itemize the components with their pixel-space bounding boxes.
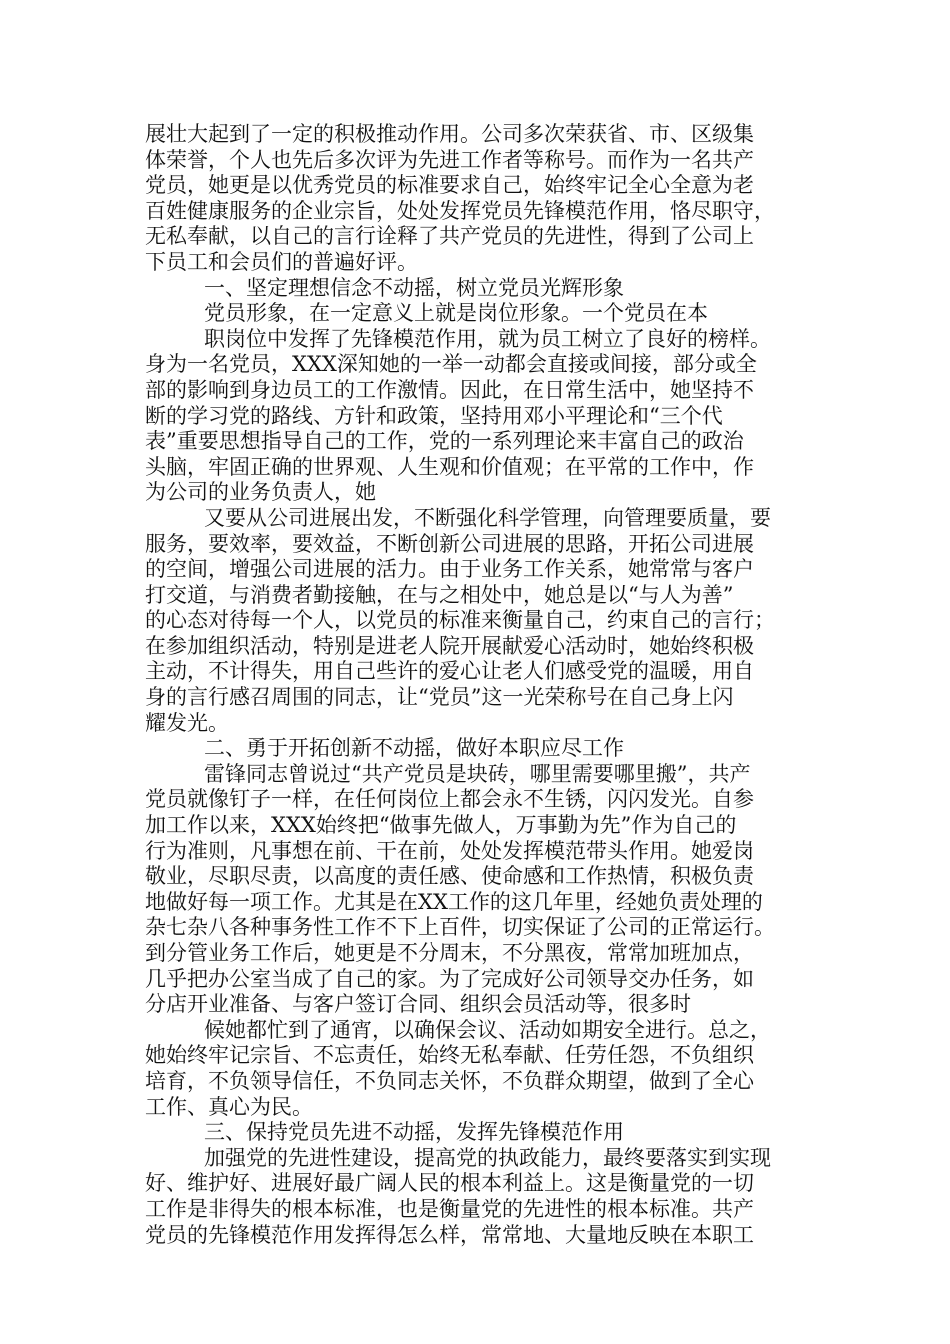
text-line: 耀发光。 [145, 710, 229, 735]
text-line: 下员工和会员们的普遍好评。 [145, 249, 418, 274]
text-line: 主动，不计得失，用自己些许的爱心让老人们感受党的温暖，用自 [145, 659, 754, 684]
text-line: 服务，要效率，要效益，不断创新公司进展的思路，开拓公司进展 [145, 531, 754, 556]
text-line: 头脑，牢固正确的世界观、人生观和价值观；在平常的工作中，作 [145, 454, 754, 479]
text-line: 党员就像钉子一样，在任何岗位上都会永不生锈，闪闪发光。自参 [145, 787, 754, 812]
text-line: 部的影响到身边员工的工作激情。因此，在日常生活中，她坚持不 [145, 377, 754, 402]
text-line: 党员，她更是以优秀党员的标准要求自己，始终牢记全心全意为老 [145, 173, 754, 198]
paragraph-start: 候她都忙到了通宵，以确保会议、活动如期安全进行。总之， [204, 1017, 771, 1042]
text-line: 杂七杂八各种事务性工作不下上百件，切实保证了公司的正常运行。 [145, 915, 775, 940]
text-line: 党员的先锋模范作用发挥得怎么样，常常地、大量地反映在本职工 [145, 1222, 754, 1247]
text-line: 好、维护好、进展好最广阔人民的根本利益上。这是衡量党的一切 [145, 1171, 754, 1196]
text-line: 无私奉献，以自己的言行诠释了共产党员的先进性，得到了公司上 [145, 224, 754, 249]
text-line: 身为一名党员，XXX深知她的一举一动都会直接或间接，部分或全 [145, 352, 757, 377]
text-line: 行为准则，凡事想在前、干在前，处处发挥模范带头作用。她爱岗 [145, 838, 754, 863]
text-line: 断的学习党的路线、方针和政策，坚持用邓小平理论和“三个代 [145, 403, 723, 428]
text-line: 培育，不负领导信任，不负同志关怀，不负群众期望，做到了全心 [145, 1068, 754, 1093]
text-line: 百姓健康服务的企业宗旨，处处发挥党员先锋模范作用，恪尽职守， [145, 198, 775, 223]
section-heading-3: 三、保持党员先进不动摇，发挥先锋模范作用 [204, 1120, 624, 1145]
paragraph-start: 加强党的先进性建设，提高党的执政能力，最终要落实到实现 [204, 1145, 771, 1170]
text-line: 工作、真心为民。 [145, 1094, 313, 1119]
text-line: 体荣誉，个人也先后多次评为先进工作者等称号。而作为一名共产 [145, 147, 754, 172]
paragraph-start: 又要从公司进展出发，不断强化科学管理，向管理要质量，要 [204, 505, 771, 530]
text-line: 她始终牢记宗旨、不忘责任，始终无私奉献、任劳任怨，不负组织 [145, 1043, 754, 1068]
text-line: 加工作以来，XXX始终把“做事先做人，万事勤为先”作为自己的 [145, 813, 737, 838]
text-line: 的心态对待每一个人，以党员的标准来衡量自己，约束自己的言行； [145, 608, 775, 633]
paragraph-start: 党员形象，在一定意义上就是岗位形象。一个党员在本 [204, 301, 708, 326]
text-line: 身的言行感召周围的同志，让“党员”这一光荣称号在自己身上闪 [145, 685, 734, 710]
text-line: 地做好每一项工作。尤其是在XX工作的这几年里，经她负责处理的 [145, 889, 763, 914]
paragraph-start: 职岗位中发挥了先锋模范作用，就为员工树立了良好的榜样。 [204, 326, 771, 351]
text-line: 分店开业准备、与客户签订合同、组织会员活动等，很多时 [145, 992, 691, 1017]
body-text [145, 122, 825, 1248]
text-line: 的空间，增强公司进展的活力。由于业务工作关系，她常常与客户 [145, 557, 754, 582]
text-line: 为公司的业务负责人，她 [145, 480, 376, 505]
text-line: 在参加组织活动，特别是进老人院开展献爱心活动时，她始终积极 [145, 633, 754, 658]
section-heading-2: 二、勇于开拓创新不动摇，做好本职应尽工作 [204, 736, 624, 761]
text-line: 展壮大起到了一定的积极推动作用。公司多次荣获省、市、区级集 [145, 122, 754, 146]
text-line: 工作是非得失的根本标准，也是衡量党的先进性的根本标准。共产 [145, 1196, 754, 1221]
text-line: 敬业，尽职尽责，以高度的责任感、使命感和工作热情，积极负责 [145, 864, 754, 889]
section-heading-1: 一、坚定理想信念不动摇，树立党员光辉形象 [204, 275, 624, 300]
text-line: 表”重要思想指导自己的工作，党的一系列理论来丰富自己的政治 [145, 429, 744, 454]
text-line: 几乎把办公室当成了自己的家。为了完成好公司领导交办任务，如 [145, 966, 754, 991]
text-line: 到分管业务工作后，她更是不分周末，不分黑夜，常常加班加点， [145, 941, 754, 965]
text-line: 打交道，与消费者勤接触，在与之相处中，她总是以“与人为善” [145, 582, 734, 607]
paragraph-start: 雷锋同志曾说过“共产党员是块砖，哪里需要哪里搬”，共产 [204, 761, 751, 786]
